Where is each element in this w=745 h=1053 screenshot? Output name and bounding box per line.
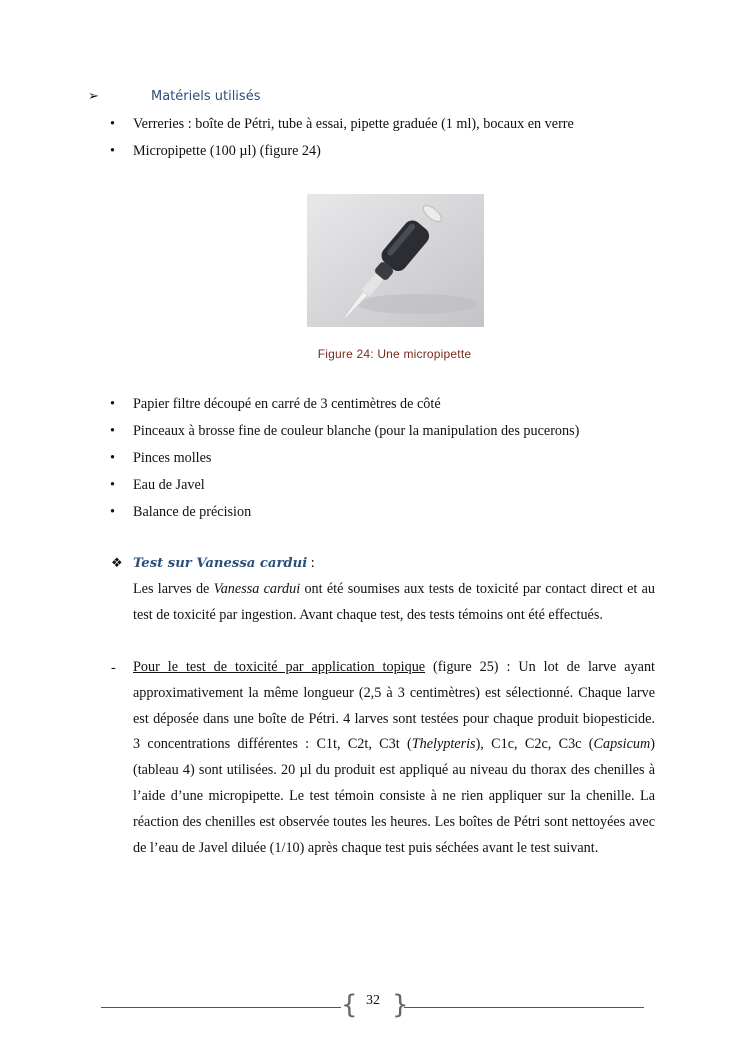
list-item-text: Papier filtre découpé en carré de 3 centimètres de côté (133, 396, 441, 412)
list-item (110, 449, 211, 467)
list-item-text: Micropipette (100 µl) (figure 24) (133, 143, 321, 159)
page-number: 32 (366, 993, 380, 1008)
bullet-icon: • (110, 477, 115, 493)
bullet-icon: • (110, 423, 115, 439)
list-item-text: Pinces molles (133, 450, 212, 466)
list-item (110, 142, 321, 160)
list-item (110, 422, 579, 440)
test-section-heading: ❖ Test sur Vanessa cardui : (111, 555, 315, 571)
list-item-text: Eau de Javel (133, 477, 205, 493)
right-brace-icon: } (392, 990, 409, 1020)
bullet-icon: • (110, 396, 115, 412)
section-heading: Matériels utilisés (151, 89, 261, 104)
list-item (110, 395, 441, 413)
list-item (110, 476, 205, 494)
bullet-icon: • (110, 143, 115, 159)
footer-rule-left (101, 1007, 341, 1008)
arrow-bullet-icon: ➢ (88, 88, 99, 103)
figure-caption: Figure 24: Une micropipette (317, 347, 472, 361)
topical-test-paragraph: Pour le test de toxicité par application topique (figure 25) : Un lot de larve ayant approximativement la même longueur (2,5 à 3 centimètres) est sélectionné. Chaque larve est déposée dans une boîte de Pétri. 4 larves sont testées pour chaque produit biopesticide. 3 concentrations différentes : C1t, C2t, C3t (Thelypteris), C1c, C2c, C3c (Capsicum) (tableau 4) sont utilisées. 20 µl du produit est appliqué au niveau du thorax des chenilles à l’aide d’une micropipette. Le test témoin consiste à ne rien appliquer sur la chenille. La réaction des chenilles est observée toutes les heures. Les boîtes de Pétri sont nettoyées avec de l’eau de Javel diluée (1/10) après chaque test puis séchées avant le test suivant. (133, 659, 655, 856)
left-brace-icon: { (341, 990, 358, 1020)
bullet-icon: • (110, 450, 115, 466)
list-item-text: Verreries : boîte de Pétri, tube à essai, pipette graduée (1 ml), bocaux en verre (133, 116, 574, 132)
list-item-text: Pinceaux à brosse fine de couleur blanche (pour la manipulation des pucerons) (133, 423, 580, 439)
dash-bullet: - (111, 660, 116, 676)
bullet-icon: • (110, 504, 115, 520)
bullet-icon: • (110, 116, 115, 132)
micropipette-photo (307, 194, 484, 327)
list-item (110, 503, 251, 521)
list-item (110, 115, 574, 133)
list-item-text: Balance de précision (133, 504, 252, 520)
test-intro-paragraph: Les larves de Vanessa cardui ont été soumises aux tests de toxicité par contact direct et au test de toxicité par ingestion. Avant chaque test, des tests témoins ont été effectués. (133, 581, 655, 623)
footer-rule-right (404, 1007, 644, 1008)
diamond-bullet-icon: ❖ (111, 555, 123, 570)
test-section-title: Test sur Vanessa cardui (133, 556, 308, 571)
